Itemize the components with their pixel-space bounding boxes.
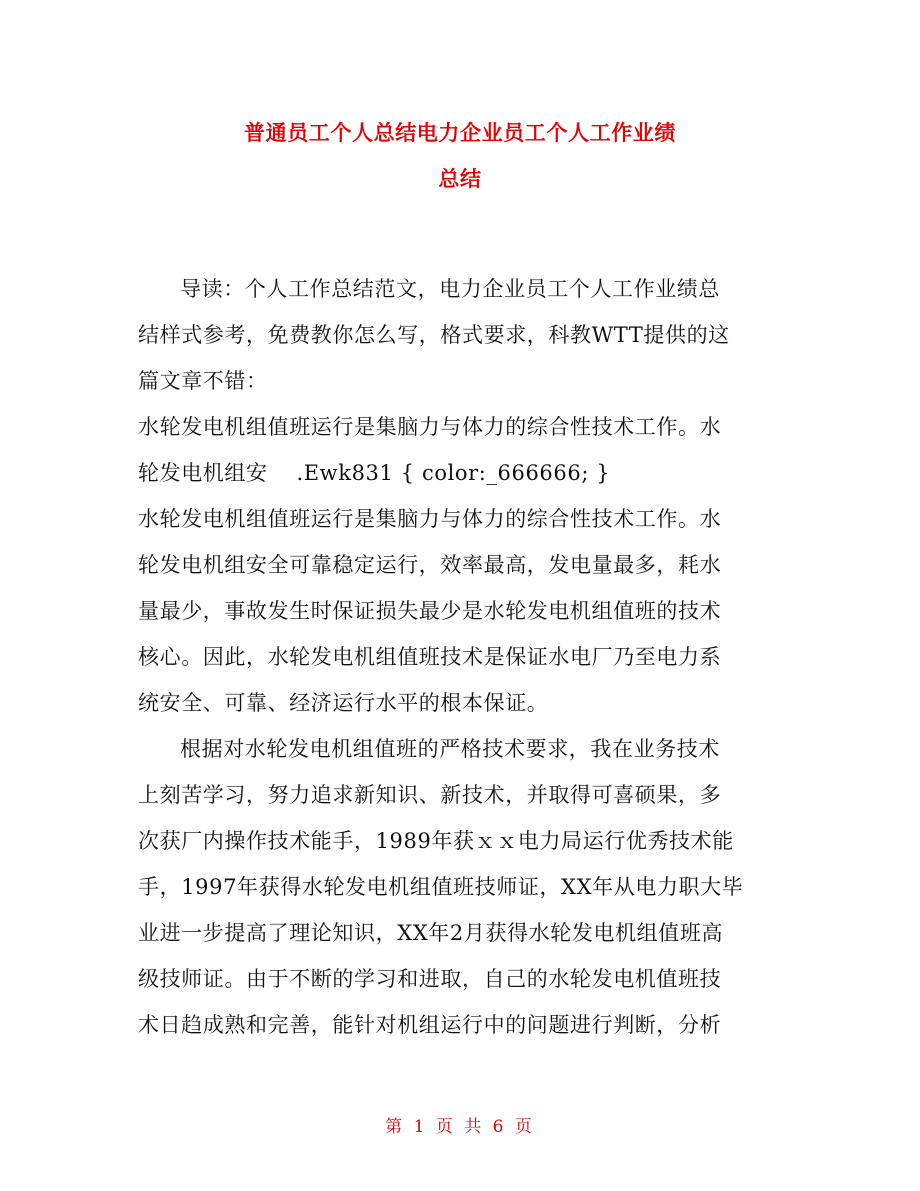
body-line: 轮发电机组安全可靠稳定运行，效率最高，发电量最多，耗水 [138, 553, 722, 577]
body-line: 手，1997年获得水轮发电机组值班技师证，XX年从电力职大毕 [138, 875, 744, 899]
body-line: 次获厂内操作技术能手，1989年获ｘｘ电力局运行优秀技术能 [138, 829, 734, 853]
page-number-footer: 第 1 页 共 6 页 [385, 1117, 535, 1137]
body-line: 轮发电机组安 .Ewk831 { color:_666666; } [138, 461, 611, 485]
title-line-2: 总结 [438, 167, 482, 191]
body-line: 水轮发电机组值班运行是集脑力与体力的综合性技术工作。水 [138, 507, 722, 531]
body-line: 术日趋成熟和完善，能针对机组运行中的问题进行判断，分析 [138, 1013, 722, 1037]
body-line: 核心。因此，水轮发电机组值班技术是保证水电厂乃至电力系 [138, 645, 722, 669]
body-line: 统安全、可靠、经济运行水平的根本保证。 [138, 691, 549, 715]
title-line-1: 普通员工个人总结电力企业员工个人工作业绩 [244, 121, 676, 145]
body-line: 级技师证。由于不断的学习和进取，自己的水轮发电机值班技 [138, 967, 722, 991]
body-line: 量最少，事故发生时保证损失最少是水轮发电机组值班的技术 [138, 599, 722, 623]
body-line: 导读：个人工作总结范文，电力企业员工个人工作业绩总 [180, 277, 720, 301]
body-line: 结样式参考，免费教你怎么写，格式要求，科教WTT提供的这 [138, 323, 730, 347]
body-line: 篇文章不错： [138, 369, 268, 393]
document-body [138, 266, 786, 1048]
body-line: 水轮发电机组值班运行是集脑力与体力的综合性技术工作。水 [138, 415, 722, 439]
body-line: 业进一步提高了理论知识，XX年2月获得水轮发电机组值班高 [138, 921, 724, 945]
document-title [120, 110, 800, 202]
body-line: 上刻苦学习，努力追求新知识、新技术，并取得可喜硕果，多 [138, 783, 722, 807]
body-line: 根据对水轮发电机组值班的严格技术要求，我在业务技术 [180, 737, 720, 761]
